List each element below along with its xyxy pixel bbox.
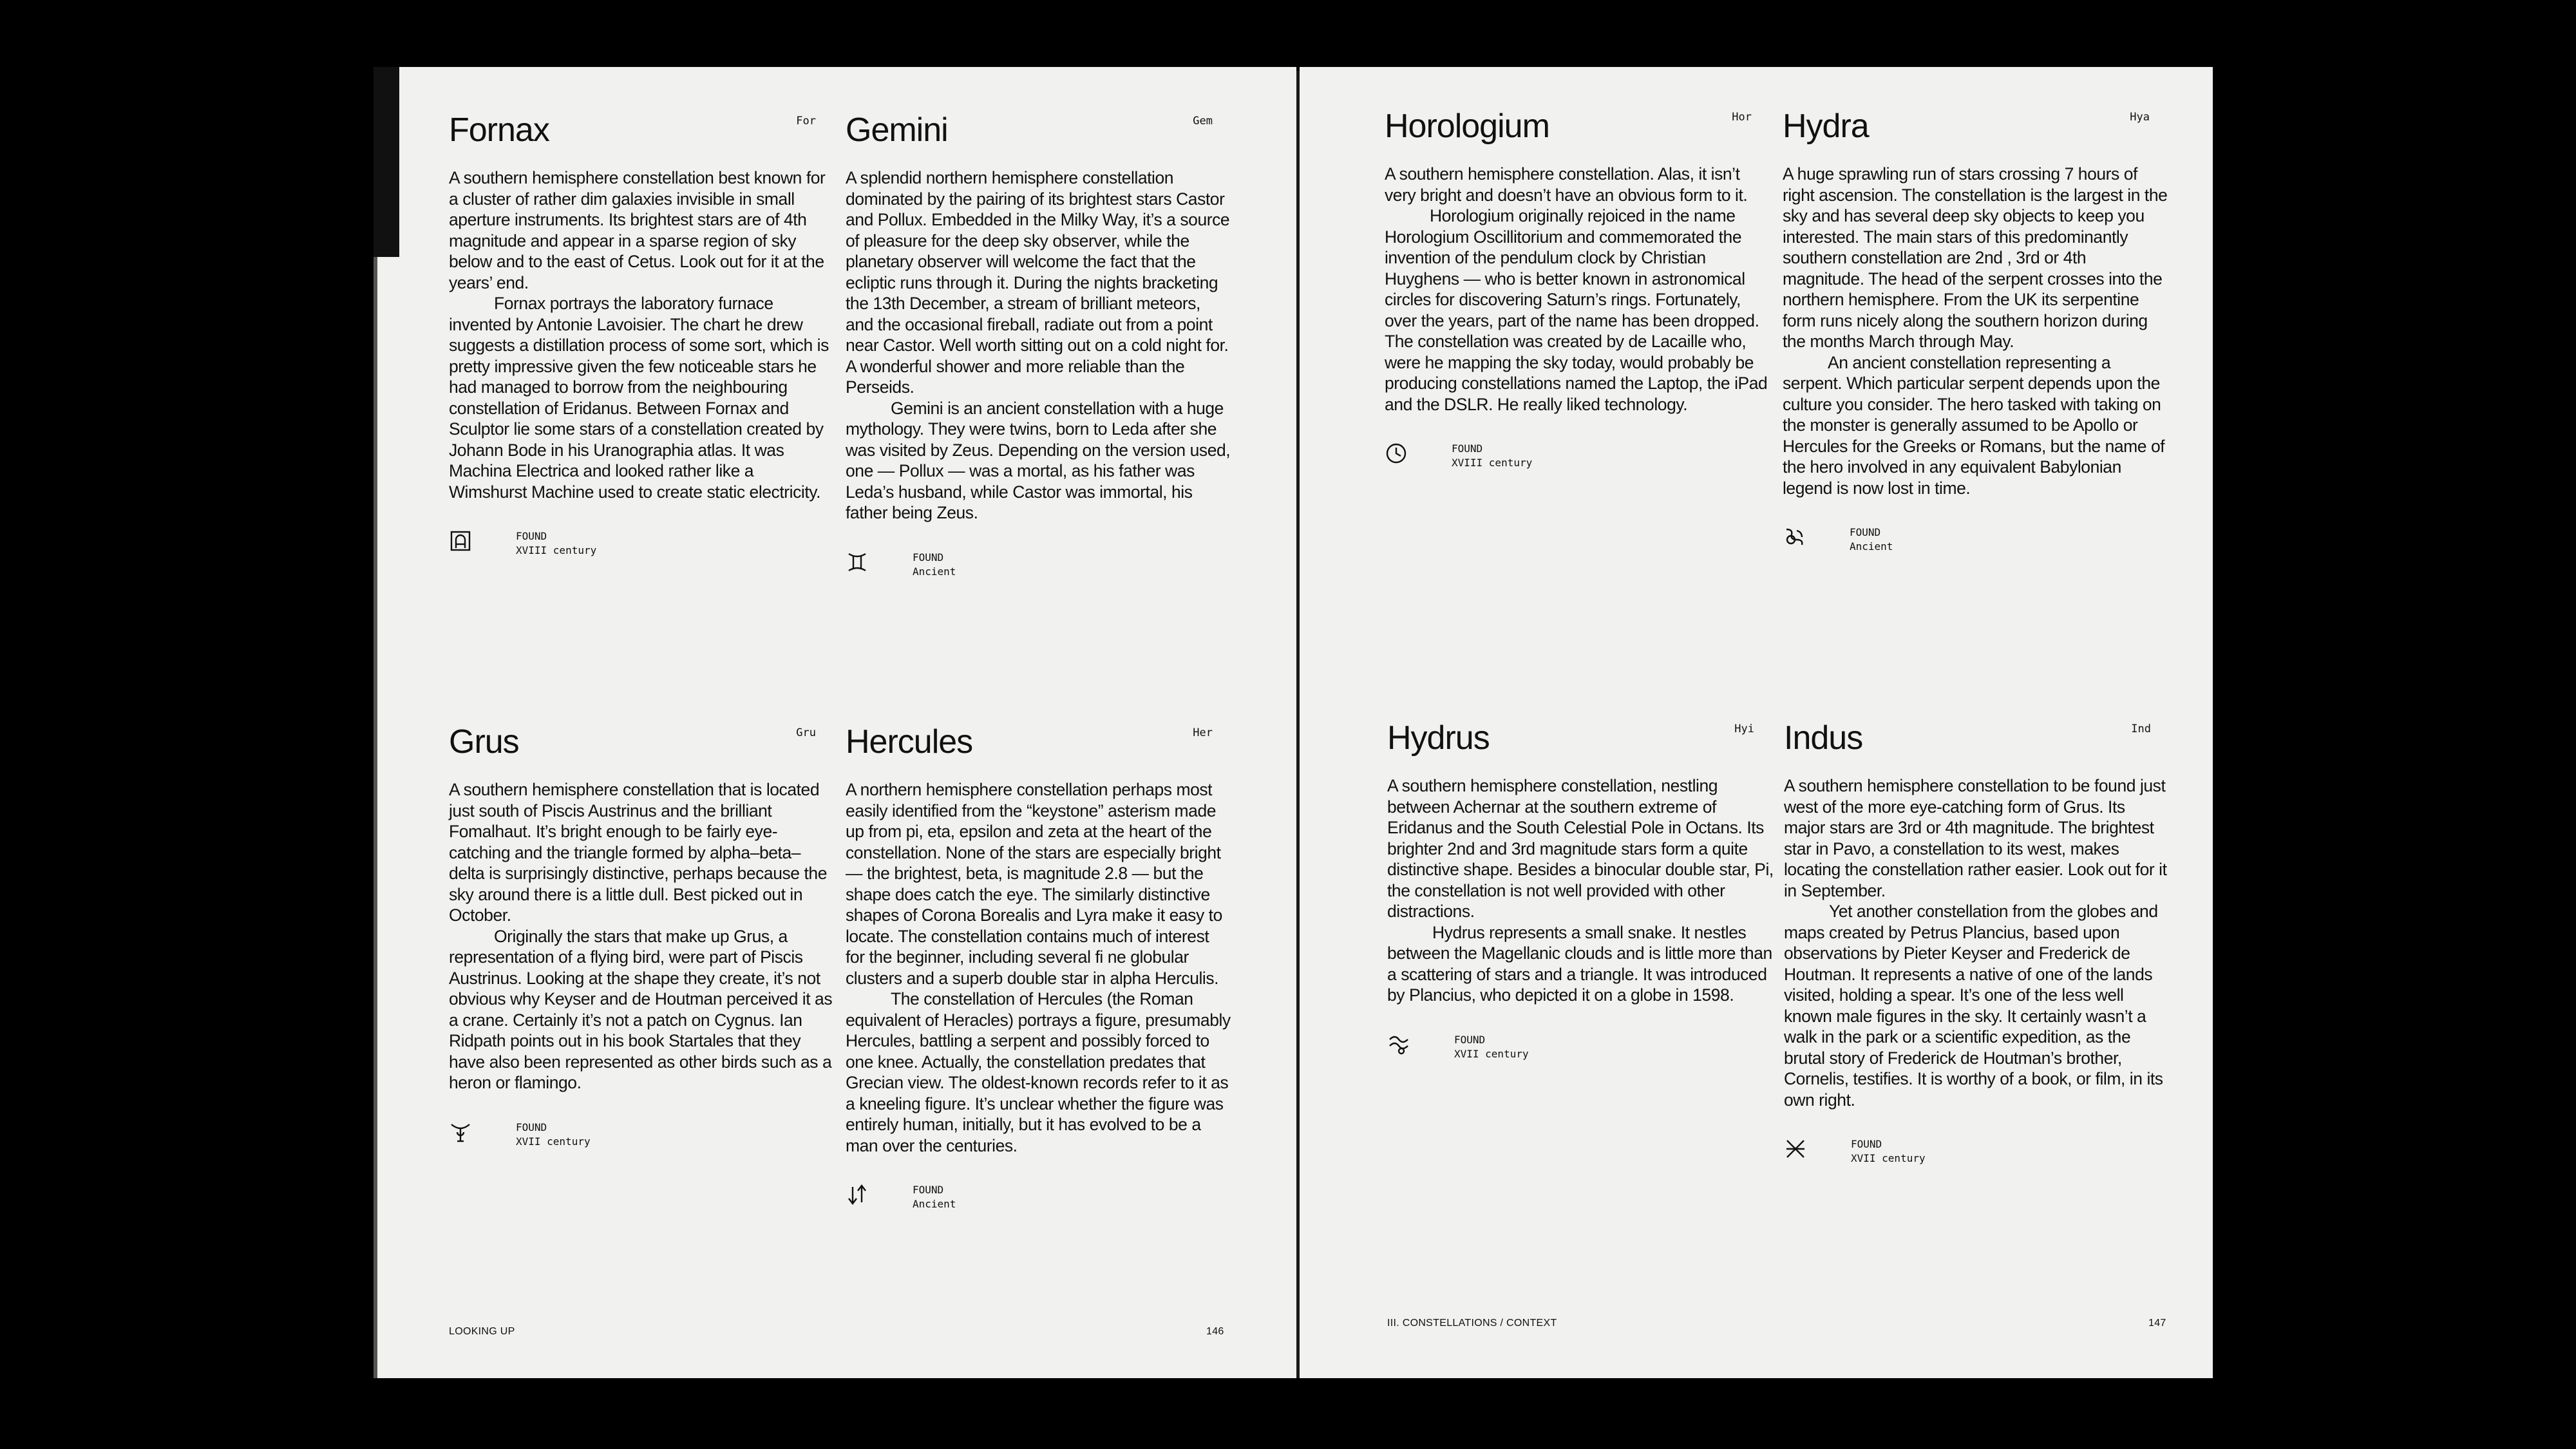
entry-grus	[449, 723, 835, 1149]
paragraph: A splendid northern hemisphere constellation dominated by the pairing of its brightest stars Castor and Pollux. Embedded in the Milky Way, it’s a source of pleasure for the deep sky observer, while the planetary observer will welcome the fact that the ecliptic runs through it. During the nights bracketing the 13th December, a stream of brilliant meteors, and the occasional fireball, radiate out from a point near Castor. Well worth sitting out on a cold night for. A wonderful shower and more reliable than the Perseids.	[846, 168, 1230, 397]
paragraph: A huge sprawling run of stars crossing 7 hours of right ascension. The constellation is the largest in the sky and has several deep sky objects to keep you interested. The main stars of this predominantly southern constellation are 2nd , 3rd or 4th magnitude. The head of the serpent crosses into the northern hemisphere. From the UK its serpentine form runs nicely along the southern horizon during the months March through May.	[1783, 164, 2168, 351]
found-label: FOUND	[1850, 526, 1881, 538]
found-value: XVII century	[1454, 1047, 1529, 1060]
footer-title: LOOKING UP	[449, 1326, 515, 1337]
entry-body	[1385, 164, 1771, 415]
entry-title: Indus	[1784, 719, 1863, 757]
entry-hercules	[846, 723, 1232, 1211]
water-snake-icon	[1387, 1033, 1410, 1056]
entry-abbreviation: For	[796, 115, 816, 128]
found-block	[846, 1183, 1232, 1211]
found-value: XVIII century	[516, 544, 597, 556]
paragraph: Yet another constellation from the globes and maps created by Petrus Plancius, based upon observations by Pieter Keyser and Frederick de Houtman. It represents a native of one of the lands visited, holding a spear. It’s one of the less well known male figures in the sky. It certainly wasn’t a walk in the park or a scientific expedition, as the brutal story of Frederick de Houtman’s brother, Cornelis, testifies. It is worthy of a book, or film, in its own right.	[1784, 902, 2163, 1110]
entry-title: Horologium	[1385, 108, 1549, 145]
found-block	[1784, 1137, 2170, 1166]
found-block	[449, 529, 835, 558]
paragraph: A northern hemisphere constellation perhaps most easily identified from the “keystone” asterism made up from pi, eta, epsilon and zeta at the heart of the constellation. None of the stars are especially bright — the brightest, beta, is magnitude 2.8 — but the shape does catch the eye. The similarly distinctive shapes of Corona Borealis and Lyra make it easy to locate. The constellation contains much of interest for the beginner, including several fi ne globular clusters and a superb double star in alpha Herculis.	[846, 780, 1222, 988]
entry-abbreviation: Ind	[2131, 723, 2151, 735]
arrows-icon	[846, 1183, 869, 1206]
found-label: FOUND	[1851, 1138, 1882, 1150]
found-block	[1783, 526, 2169, 554]
found-label: FOUND	[913, 1184, 944, 1196]
found-block	[1385, 442, 1771, 470]
entry-body	[1387, 775, 1774, 1006]
found-label: FOUND	[516, 530, 547, 542]
entry-fornax	[449, 111, 835, 558]
entry-abbreviation: Her	[1193, 726, 1213, 739]
found-block	[1387, 1033, 1774, 1061]
gemini-twins-icon	[846, 551, 869, 574]
entry-title: Gemini	[846, 111, 948, 149]
found-value: Ancient	[1850, 540, 1893, 553]
page-edge-stripe	[374, 257, 377, 1378]
found-value: XVIII century	[1452, 457, 1533, 469]
crane-icon	[449, 1121, 472, 1144]
entry-abbreviation: Hya	[2130, 111, 2150, 124]
paragraph: A southern hemisphere constellation to be found just west of the more eye-catching form of Grus. Its major stars are 3rd or 4th magnitude. The brightest star in Pavo, a constellation to its west, makes locating the constellation rather easier. Look out for it in September.	[1784, 776, 2167, 900]
entry-title: Grus	[449, 723, 519, 761]
paragraph: Hydrus represents a small snake. It nestles between the Magellanic clouds and is little more than a scattering of stars and a triangle. It was introduced by Plancius, who depicted it on a globe in 1598.	[1387, 922, 1772, 1005]
found-block	[449, 1121, 835, 1149]
entry-gemini	[846, 111, 1232, 579]
paragraph: The constellation of Hercules (the Roman equivalent of Heracles) portrays a figure, presumably Hercules, battling a serpent and possibly forced to one knee. Actually, the constellation predates that Grecian view. The oldest-known records refer to it as a kneeling figure. It’s unclear whether the figure was entirely human, initially, but it has evolved to be a man over the centuries.	[846, 989, 1231, 1155]
clock-icon	[1385, 442, 1408, 465]
paragraph: Horologium originally rejoiced in the name Horologium Oscillitorium and commemorated the invention of the pendulum clock by Christian Huyghens — who is better known in astronomical circles for discovering Saturn’s rings. Fortunately, over the years, part of the name has been dropped. The constellation was created by de Lacaille who, were he mapping the sky today, would probably be producing constellations named the Laptop, the iPad and the DSLR. He really liked technology.	[1385, 206, 1768, 414]
entry-body	[1783, 164, 2169, 498]
footer-title: III. CONSTELLATIONS / CONTEXT	[1387, 1318, 1557, 1329]
serpent-icon	[1783, 526, 1806, 549]
found-label: FOUND	[516, 1121, 547, 1133]
entry-hydra	[1783, 107, 2169, 554]
entry-body	[846, 167, 1232, 524]
entry-title: Hercules	[846, 723, 973, 761]
found-value: Ancient	[913, 1198, 956, 1210]
entry-body	[1784, 775, 2170, 1110]
paragraph: Fornax portrays the laboratory furnace invented by Antonie Lavoisier. The chart he drew suggests a distillation process of some sort, which is pretty impressive given the few noticeable stars he had managed to borrow from the neighbouring constellation of Eridanus. Between Fornax and Sculptor lie some stars of a constellation created by Johann Bode in his Uranographia atlas. It was Machina Electrica and looked rather like a Wimshurst Machine used to create static electricity.	[449, 294, 829, 502]
entry-body	[449, 167, 835, 502]
paragraph: Gemini is an ancient constellation with a huge mythology. They were twins, born to Leda after she was visited by Zeus. Depending on the version used, one — Pollux — was a mortal, as his father was Leda’s husband, while Castor was immortal, his father being Zeus.	[846, 398, 1231, 522]
found-value: XVII century	[516, 1135, 591, 1148]
entry-abbreviation: Hor	[1732, 111, 1752, 124]
found-label: FOUND	[913, 551, 944, 564]
page-edge-bar	[374, 67, 399, 257]
paragraph: An ancient constellation representing a serpent. Which particular serpent depends upon the culture you consider. The hero tasked with taking on the monster is generally assumed to be Apollo or Hercules for the Greeks or Romans, but the name of the hero involved in any equivalent Babylonian legend is now lost in time.	[1783, 352, 2165, 498]
entry-abbreviation: Gru	[796, 726, 816, 739]
paragraph: A southern hemisphere constellation that is located just south of Piscis Austrinus and the brilliant Fomalhaut. It’s bright enough to be fairly eye-catching and the triangle formed by alpha–beta–delta is surprisingly distinctive, perhaps because the sky around there is a little dull. Best picked out in October.	[449, 780, 827, 925]
page-number: 146	[1206, 1326, 1224, 1337]
paragraph: A southern hemisphere constellation, nestling between Achernar at the southern extreme of Eridanus and the South Celestial Pole in Octans. Its brighter 2nd and 3rd magnitude stars form a quite distinctive shape. Besides a binocular double star, Pi, the constellation is not well provided with other distractions.	[1387, 776, 1774, 921]
entry-body	[846, 779, 1232, 1156]
spear-cross-icon	[1784, 1137, 1807, 1160]
page-number: 147	[2148, 1318, 2166, 1329]
found-value: XVII century	[1851, 1152, 1926, 1164]
found-block	[846, 551, 1232, 579]
found-value: Ancient	[913, 565, 956, 578]
entry-title: Hydrus	[1387, 719, 1490, 757]
entry-abbreviation: Hyi	[1734, 723, 1754, 735]
paragraph: Originally the stars that make up Grus, a representation of a flying bird, were part of Piscis Austrinus. Looking at the shape they create, it’s not obvious why Keyser and de Houtman perceived it as a crane. Certainly it’s not a patch on Cygnus. Ian Ridpath points out in his book Startales that they have also been represented as other birds such as a heron or flamingo.	[449, 926, 833, 1092]
right-page	[1300, 67, 2213, 1378]
entry-hydrus	[1387, 719, 1774, 1061]
paragraph: A southern hemisphere constellation best known for a cluster of rather dim galaxies invisible in small aperture instruments. Its brightest stars are of 4th magnitude and appear in a sparse region of sky below and to the east of Cetus. Look out for it at the years’ end.	[449, 168, 826, 292]
entry-horologium	[1385, 107, 1771, 470]
entry-body	[449, 779, 835, 1094]
left-page	[374, 67, 1296, 1378]
found-label: FOUND	[1454, 1033, 1486, 1046]
furnace-icon	[449, 529, 472, 553]
entry-title: Hydra	[1783, 108, 1869, 145]
entry-title: Fornax	[449, 111, 549, 149]
found-label: FOUND	[1452, 442, 1483, 455]
entry-indus	[1784, 719, 2170, 1166]
entry-abbreviation: Gem	[1193, 115, 1213, 128]
paragraph: A southern hemisphere constellation. Alas, it isn’t very bright and doesn’t have an obvious form to it.	[1385, 164, 1748, 205]
